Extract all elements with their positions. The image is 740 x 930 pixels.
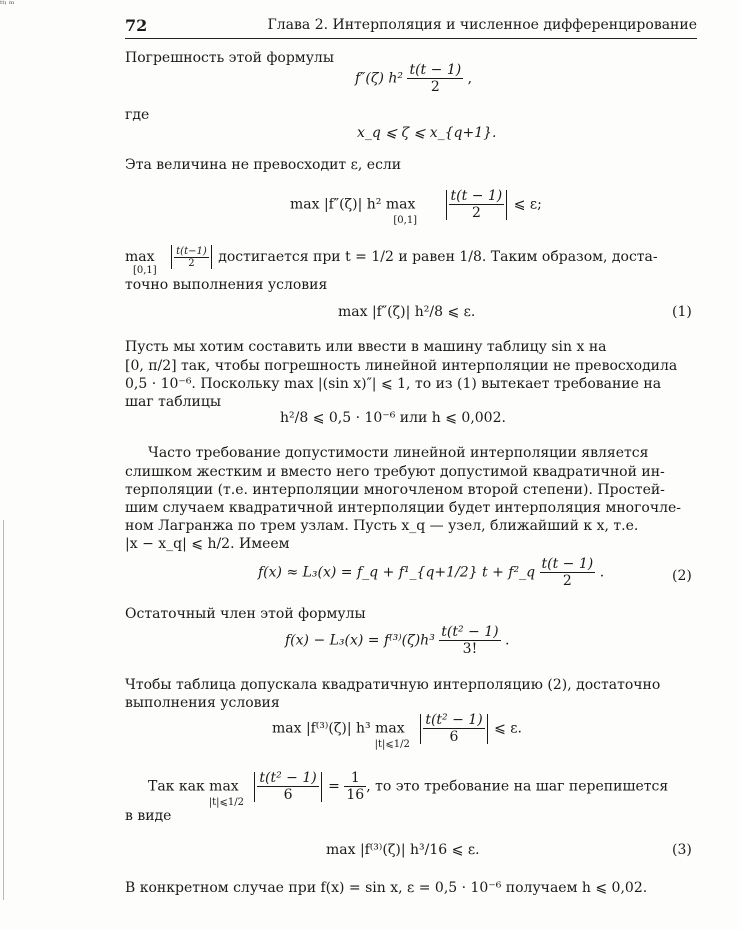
text-line: Эта величина не превосходит ε, если (125, 157, 402, 173)
text-line: max $_{[0,1]}$ $\frac{t(t-1)}{2}$ достигается при t = 1/2 и равен 1/8. Таким образом, доста- (125, 245, 658, 276)
text-line: Пусть мы хотим составить или ввести в машину таблицу sin x на (125, 339, 607, 355)
equation: f(x) − L₃(x) = f⁽³⁾(ζ)h³ $\frac{\text{t(t² − 1)}}{3!}$ . (285, 624, 510, 657)
equation: h²/8 ⩽ 0,5 · 10⁻⁶ или h ⩽ 0,002. (280, 410, 506, 426)
text-line: В конкретном случае при f(x) = sin x, ε = 0,5 · 10⁻⁶ получаем h ⩽ 0,02. (125, 880, 648, 896)
running-title: Глава 2. Интерполяция и численное дифференцирование (267, 17, 697, 33)
text-line: точно выполнения условия (125, 277, 328, 293)
text-line: в виде (125, 808, 172, 824)
equation-number: (2) (672, 568, 692, 584)
text-line: [0, π/2] так, чтобы погрешность линейной интерполяции не превосходила (125, 358, 678, 374)
equation-number: (3) (672, 842, 692, 858)
text-line: Так как $\max_{|t|⩽1/2}$ $\frac{\text{t(t² − 1)}}{6}$ = $\frac{1}{16}$ , то это требование на шаг перепишется (148, 770, 669, 808)
text-line: Чтобы таблица допускала квадратичную интерполяцию (2), достаточно (125, 677, 661, 693)
text-line: Погрешность этой формулы (125, 50, 334, 66)
equation-number: (1) (672, 304, 692, 320)
text-line: Часто требование допустимости линейной интерполяции является (148, 445, 649, 461)
text-line: |x − x_q| ⩽ h/2. Имеем (125, 536, 290, 552)
equation: f(x) ≈ L₃(x) = f_q + f¹_{q+1/2} t + f²_q $\frac{t(t - 1)}{2}$ . (258, 556, 605, 589)
text-line: ном Лагранжа по трем узлам. Пусть x_q — узел, ближайший к x, т.е. (125, 518, 639, 534)
equation: max |f″(ζ)| h² $\max_{[0,1]}$ $\frac{t(t - 1)}{2}$ ⩽ ε; (290, 188, 542, 226)
equation: max |f⁽³⁾(ζ)| h³/16 ⩽ ε. (326, 842, 480, 858)
equation: f″(ζ) h² $\frac{t(t - 1)}{2}$ , (355, 62, 473, 95)
text-line: где (125, 107, 150, 123)
text-line: слишком жестким и вместо него требуют допустимой квадратичной ин- (125, 464, 665, 480)
equation: x_q ⩽ ζ ⩽ x_{q+1}. (357, 125, 497, 141)
text-line: терполяции (т.е. интерполяции многочленом второй степени). Простей- (125, 482, 665, 498)
equation: max |f⁽³⁾(ζ)| h³ $\max_{|t|⩽1/2}$ $\frac{\text{t(t² − 1)}}{6}$ ⩽ ε. (272, 712, 522, 750)
page-header (125, 16, 697, 39)
scan-specks: ᵗᵗᵎ ᵐ (0, 0, 15, 10)
equation: max |f″(ζ)| h²/8 ⩽ ε. (338, 304, 476, 320)
text-line: шаг таблицы (125, 394, 222, 410)
scan-edge (3, 520, 5, 900)
text-line: Остаточный член этой формулы (125, 606, 366, 622)
text-line: 0,5 · 10⁻⁶. Поскольку max |(sin x)″| ⩽ 1, то из (1) вытекает требование на (125, 376, 662, 392)
text-line: шим случаем квадратичной интерполяции будет интерполяция многочле- (125, 500, 682, 516)
text-line: выполнения условия (125, 695, 280, 711)
page-number: 72 (125, 16, 148, 35)
